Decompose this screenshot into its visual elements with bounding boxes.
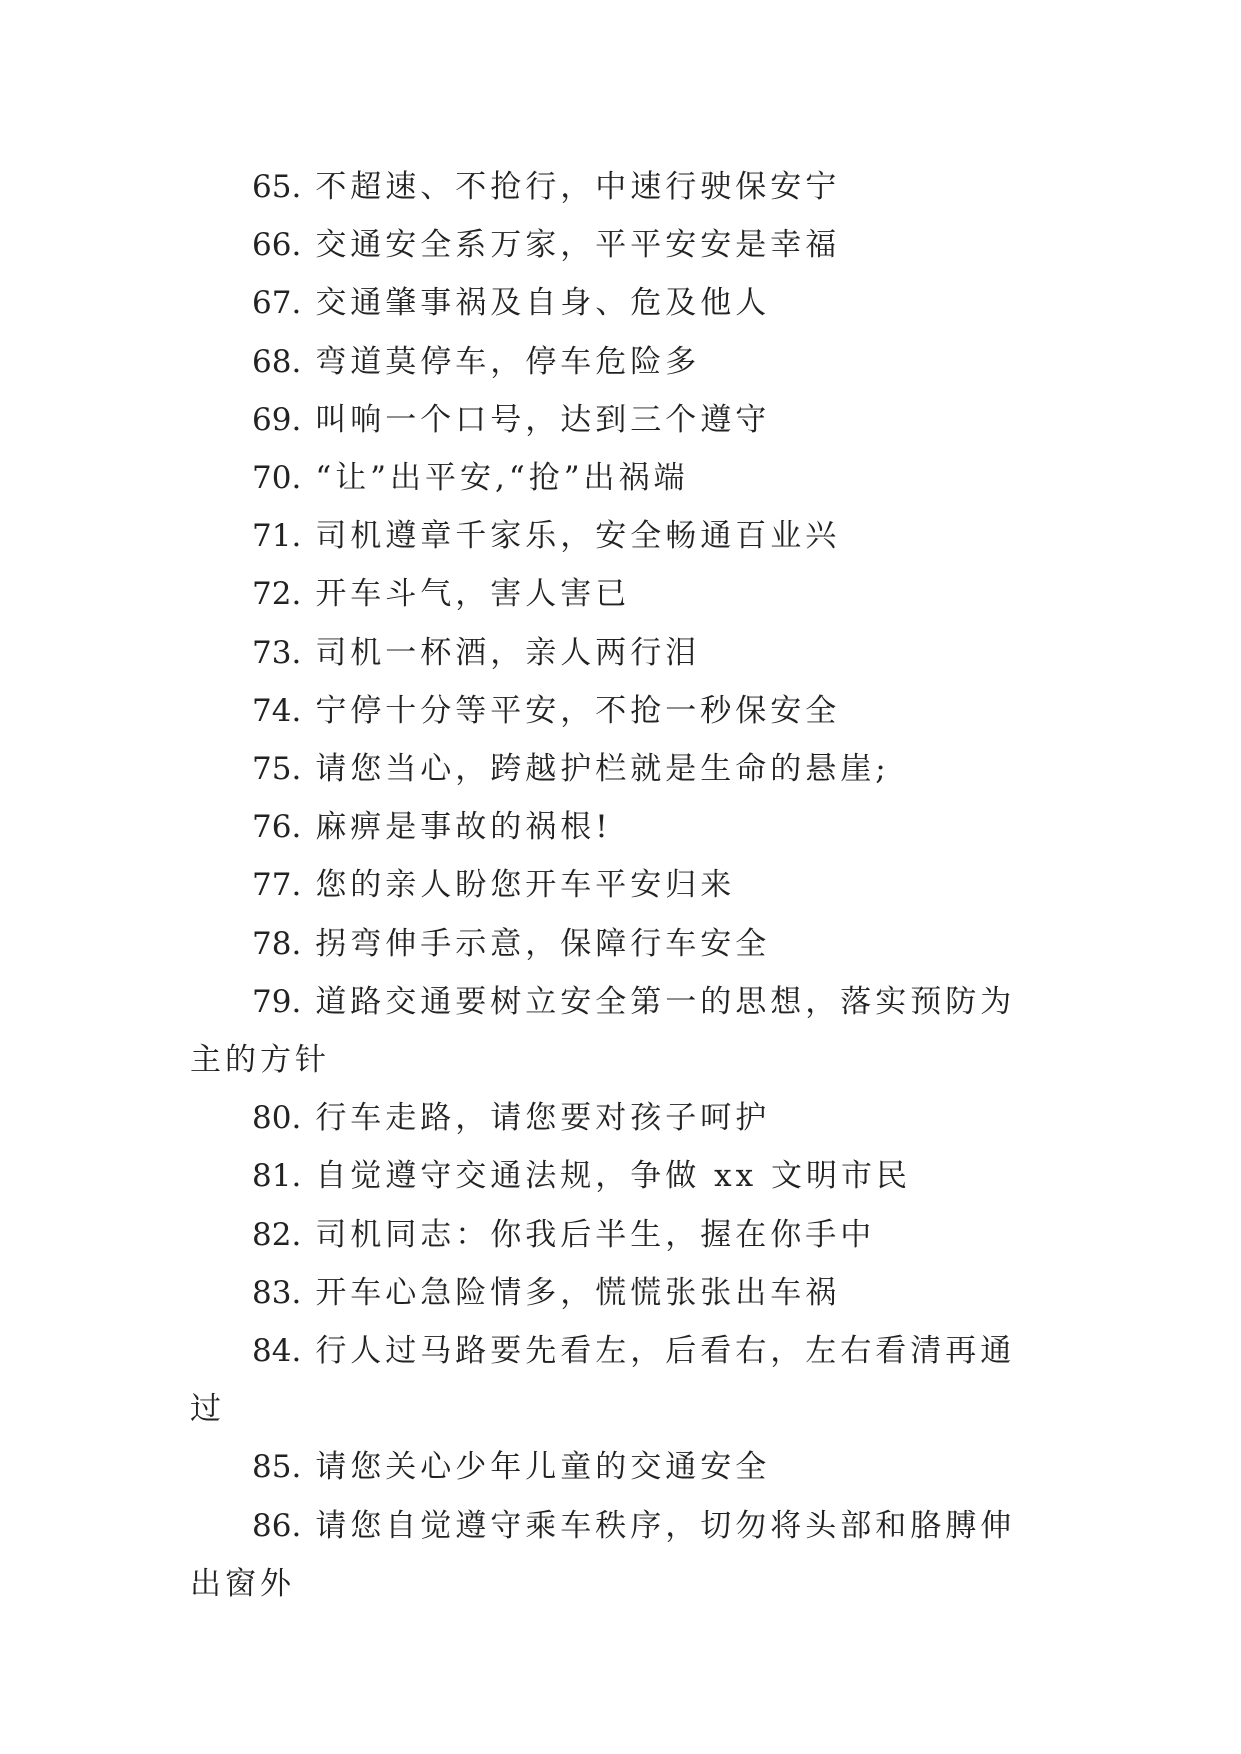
list-item bbox=[190, 1438, 1050, 1496]
list-item bbox=[190, 1206, 1050, 1264]
item-number: 80. bbox=[252, 1100, 302, 1137]
item-number: 70. bbox=[252, 460, 302, 497]
item-text: “让”出平安,“抢”出祸端 bbox=[315, 460, 689, 497]
item-text: 拐弯伸手示意，保障行车安全 bbox=[315, 925, 771, 962]
item-text: 行人过马路要先看左，后看右，左右看清再通过 bbox=[190, 1333, 1016, 1428]
item-number: 73. bbox=[252, 634, 302, 671]
list-item bbox=[190, 798, 1050, 856]
item-number: 69. bbox=[252, 401, 302, 438]
item-number: 81. bbox=[252, 1158, 302, 1195]
item-text: 宁停十分等平安，不抢一秒保安全 bbox=[315, 692, 841, 729]
item-text: 司机一杯酒，亲人两行泪 bbox=[315, 634, 701, 671]
list-item bbox=[190, 624, 1050, 682]
item-number: 78. bbox=[252, 925, 302, 962]
item-text: 请您当心，跨越护栏就是生命的悬崖; bbox=[315, 751, 890, 788]
item-text: 自觉遵守交通法规，争做 xx 文明市民 bbox=[315, 1158, 911, 1195]
item-text: 交通安全系万家，平平安安是幸福 bbox=[315, 227, 841, 264]
item-text: 开车心急险情多，慌慌张张出车祸 bbox=[315, 1274, 841, 1311]
item-number: 77. bbox=[252, 867, 302, 904]
item-number: 72. bbox=[252, 576, 302, 613]
list-item bbox=[190, 973, 1050, 1089]
item-number: 83. bbox=[252, 1274, 302, 1311]
list-item bbox=[190, 391, 1050, 449]
list-item bbox=[190, 1147, 1050, 1205]
item-text: 叫响一个口号，达到三个遵守 bbox=[315, 401, 771, 438]
item-text: 司机同志：你我后半生，握在你手中 bbox=[315, 1216, 876, 1253]
list-item bbox=[190, 507, 1050, 565]
item-number: 86. bbox=[252, 1507, 302, 1544]
item-text: 行车走路，请您要对孩子呵护 bbox=[315, 1100, 771, 1137]
list-item bbox=[190, 740, 1050, 798]
item-text: 请您关心少年儿童的交通安全 bbox=[315, 1449, 771, 1486]
item-text: 您的亲人盼您开车平安归来 bbox=[315, 867, 736, 904]
item-number: 68. bbox=[252, 343, 302, 380]
item-text: 司机遵章千家乐，安全畅通百业兴 bbox=[315, 518, 841, 555]
item-text: 不超速、不抢行，中速行驶保安宁 bbox=[315, 169, 841, 205]
item-number: 75. bbox=[252, 751, 302, 788]
item-number: 66. bbox=[252, 227, 302, 264]
list-item bbox=[190, 449, 1050, 507]
list-item bbox=[190, 856, 1050, 914]
list-item bbox=[190, 1264, 1050, 1322]
list-item bbox=[190, 1322, 1050, 1438]
item-number: 71. bbox=[252, 518, 302, 555]
item-text: 道路交通要树立安全第一的思想，落实预防为主的方针 bbox=[190, 983, 1016, 1079]
item-text: 麻痹是事故的祸根! bbox=[315, 809, 612, 846]
slogan-list bbox=[190, 158, 1050, 1613]
item-number: 84. bbox=[252, 1333, 302, 1370]
list-item bbox=[190, 158, 1050, 216]
list-item bbox=[190, 915, 1050, 973]
list-item bbox=[190, 1089, 1050, 1147]
item-text: 开车斗气，害人害已 bbox=[315, 576, 631, 613]
item-number: 67. bbox=[252, 285, 302, 322]
item-number: 82. bbox=[252, 1216, 302, 1253]
list-item bbox=[190, 565, 1050, 623]
list-item bbox=[190, 333, 1050, 391]
item-number: 79. bbox=[252, 983, 302, 1020]
item-number: 74. bbox=[252, 692, 302, 729]
item-number: 65. bbox=[252, 169, 302, 205]
item-text: 交通肇事祸及自身、危及他人 bbox=[315, 285, 771, 322]
list-item bbox=[190, 274, 1050, 332]
item-number: 76. bbox=[252, 809, 302, 846]
list-item bbox=[190, 216, 1050, 274]
list-item bbox=[190, 1497, 1050, 1613]
item-text: 请您自觉遵守乘车秩序，切勿将头部和胳膊伸出窗外 bbox=[190, 1507, 1016, 1602]
item-number: 85. bbox=[252, 1449, 302, 1486]
list-item bbox=[190, 682, 1050, 740]
item-text: 弯道莫停车，停车危险多 bbox=[315, 343, 701, 380]
